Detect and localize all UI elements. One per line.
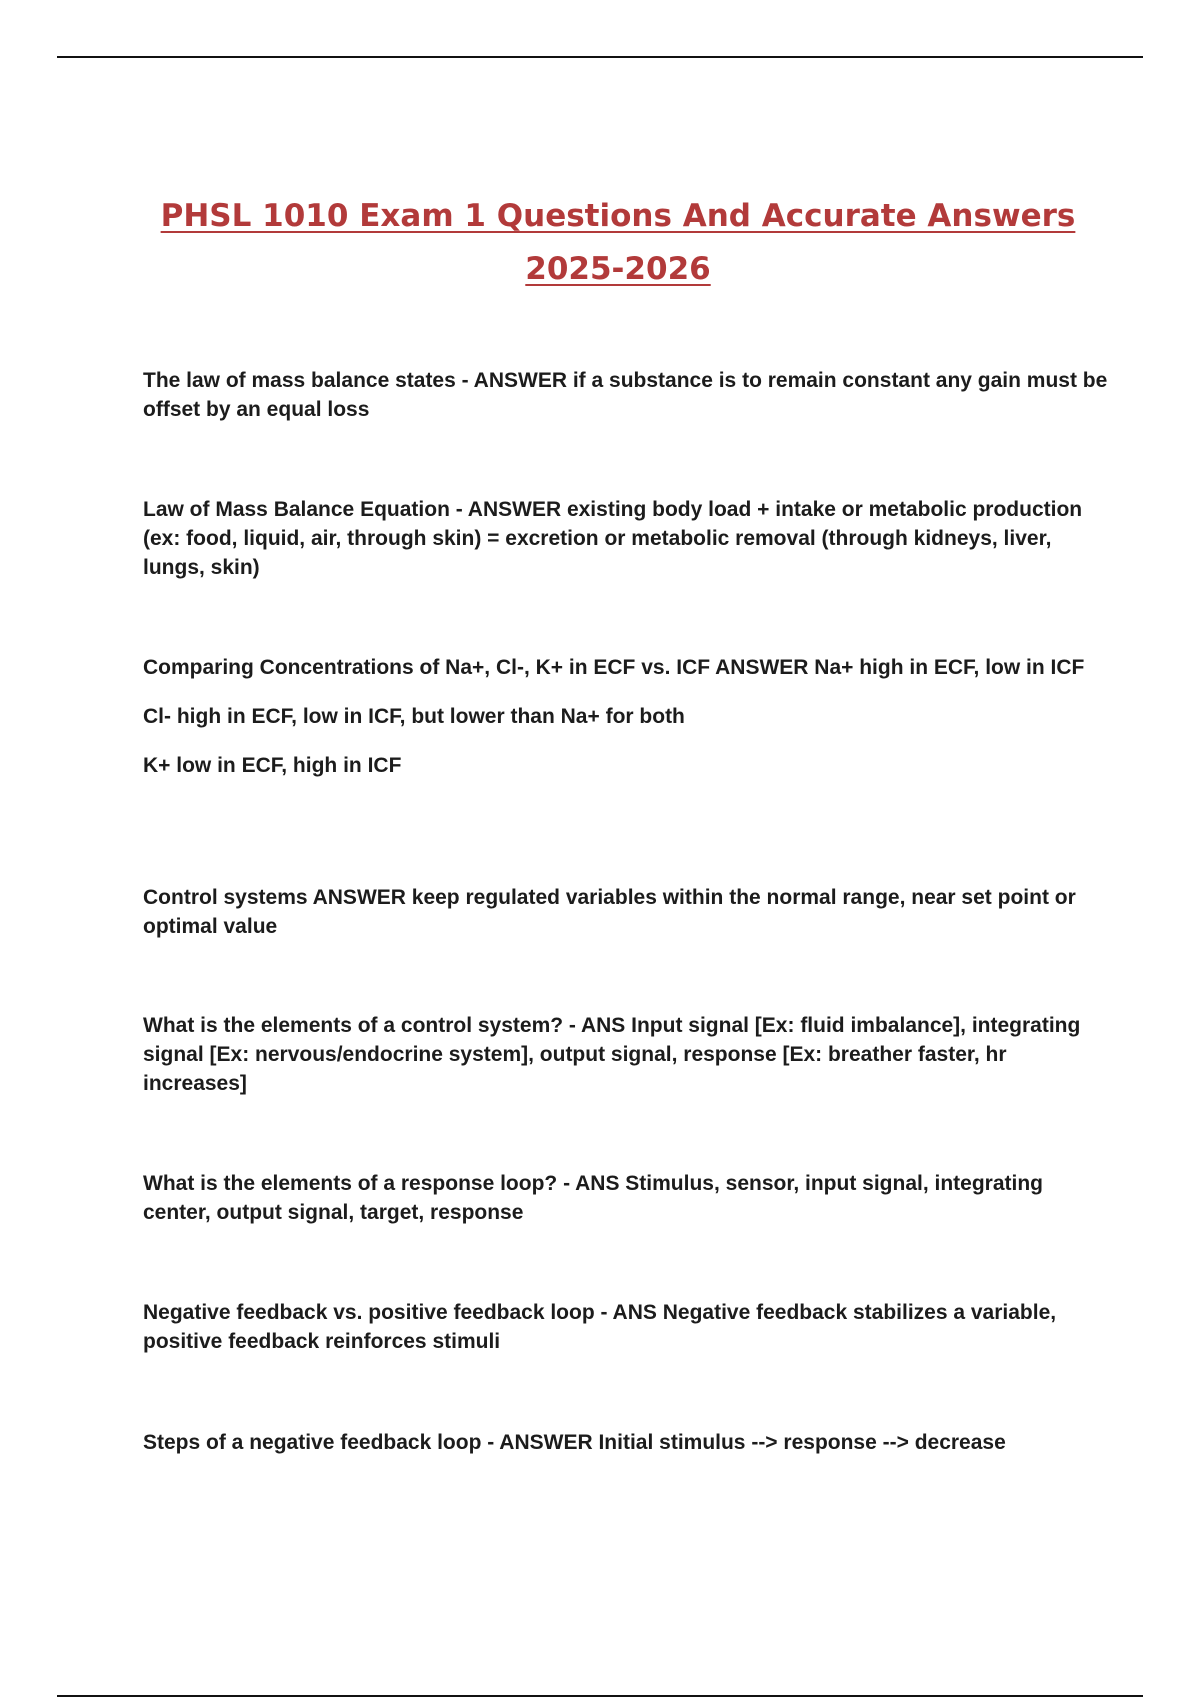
qa-text: What is the elements of a control system? - ANS Input signal [Ex: fluid imbalance], integrating signal [Ex: nervous/endocrine system], output signal, response [Ex: breather faster, hr increases] xyxy=(143,1014,1081,1095)
qa-text: The law of mass balance states - ANSWER if a substance is to remain constant any gain must be offset by an equal loss xyxy=(143,369,1108,421)
qa-text-line-2: Cl- high in ECF, low in ICF, but lower than Na+ for both xyxy=(143,705,685,728)
qa-text: Control systems ANSWER keep regulated variables within the normal range, near set point or optimal value xyxy=(143,886,1076,938)
bottom-rule xyxy=(57,1695,1143,1697)
qa-item-control-systems xyxy=(143,883,1108,941)
qa-text: Comparing Concentrations of Na+, Cl-, K+ in ECF vs. ICF ANSWER Na+ high in ECF, low in ICF xyxy=(143,656,1085,679)
qa-item-negative-feedback-steps xyxy=(143,1428,1108,1457)
qa-item-mass-balance-equation xyxy=(143,495,1108,582)
title-line-1: PHSL 1010 Exam 1 Questions And Accurate Answers xyxy=(160,198,1076,234)
top-rule xyxy=(57,56,1143,58)
qa-item-ion-concentrations xyxy=(143,653,1108,780)
qa-item-mass-balance-law xyxy=(143,366,1108,424)
qa-item-response-loop-elements xyxy=(143,1169,1108,1227)
qa-text-line-3: K+ low in ECF, high in ICF xyxy=(143,754,402,777)
qa-item-feedback-loops xyxy=(143,1298,1108,1356)
qa-text: What is the elements of a response loop? - ANS Stimulus, sensor, input signal, integrating center, output signal, target, response xyxy=(143,1172,1044,1224)
title-line-2: 2025-2026 xyxy=(525,251,711,287)
qa-text: Law of Mass Balance Equation - ANSWER existing body load + intake or metabolic production (ex: food, liquid, air, through skin) = excretion or metabolic removal (through kidneys, liver, lungs, skin) xyxy=(143,498,1083,579)
qa-text: Negative feedback vs. positive feedback loop - ANS Negative feedback stabilizes a variable, positive feedback reinforces stimuli xyxy=(143,1301,1057,1353)
document-title xyxy=(120,190,1116,296)
qa-text: Steps of a negative feedback loop - ANSWER Initial stimulus --> response --> decrease xyxy=(143,1431,1006,1454)
qa-item-control-system-elements xyxy=(143,1011,1108,1098)
